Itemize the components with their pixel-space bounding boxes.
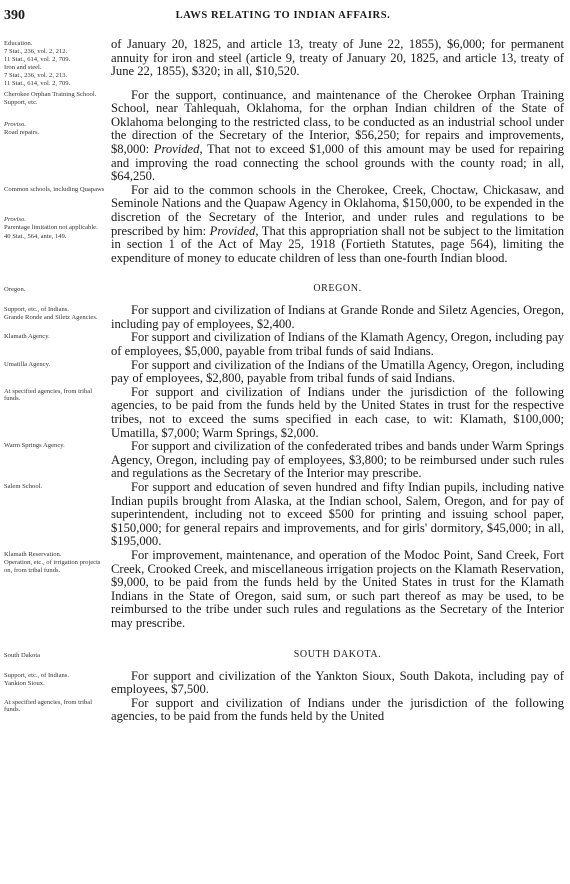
margin-note: Support, etc., of Indians. Grande Ronde and Siletz Agencies. — [4, 306, 98, 322]
margin-label: Oregon. — [4, 286, 26, 294]
paragraph-text: For support and civilization of the Yankton Sioux, South Dakota, including pay of employees, $7,500. — [111, 668, 564, 697]
page-number: 390 — [4, 8, 25, 23]
page-header — [4, 8, 562, 26]
margin-note: Umatilla Agency. — [4, 360, 51, 368]
paragraph-orphan-school — [4, 89, 564, 184]
section-heading-south-dakota — [4, 649, 564, 660]
margin-note: Cherokee Orphan Training School. Support, etc. Proviso. Road repairs. — [4, 90, 97, 137]
margin-note: Education. 7 Stat., 236, vol. 2, 212. 11 Stat., 614, vol. 2, 709. Iron and steel. 7 Stat., 236, vol. 2, 213. 11 Stat., 614, vol. 2, 709. — [4, 40, 71, 88]
page-body — [4, 38, 564, 724]
paragraph-yankton — [4, 670, 564, 697]
paragraph-text: For support and civilization of the Indians of the Umatilla Agency, Oregon, including pay of employees, $2,800, payable from tribal funds of said Indians. — [111, 357, 564, 386]
paragraph-salem-school — [4, 481, 564, 549]
paragraph-grande-ronde — [4, 304, 564, 331]
paragraph-text: For support and civilization of the confederated tribes and bands under Warm Springs Agency, Oregon, including pay of employees, $3,800; to be reimbursed under such rules and regulations as the Secretary of the Interior may prescribe. — [111, 439, 564, 481]
margin-label: South Dakota — [4, 651, 41, 659]
paragraph-text: For aid to the common schools in the Cherokee, Creek, Choctaw, Chickasaw, and Seminole Nations and the Quapaw Agency in Oklahoma, $150,000, to be expended in the discretion of the Secretary of the Interior, and under rules and regulations to be prescribed by him: Provided, That this appropriation shall not be subject to the limitation in section 1 of the Act of May 25, 1918 (Fortieth Statutes, page 564), limiting the expenditure of money to educate children of less than one-fourth Indian blood. — [111, 182, 564, 265]
paragraph-text: For improvement, maintenance, and operation of the Modoc Point, Sand Creek, Fort Creek, Crooked Creek, and miscellaneous irrigation projects on the Klamath Reservation, $9,000, to be paid from the funds held by the United States in trust for the Klamath Indians in the State of Oregon, said sum, or such part thereof as may be used, to be reimbursed to the tribe under such rules and regulations as the Secretary of the Interior may prescribe. — [111, 547, 564, 630]
running-title: LAWS RELATING TO INDIAN AFFAIRS. — [175, 10, 391, 21]
section-south-dakota — [4, 670, 564, 724]
section-oregon — [4, 304, 564, 630]
paragraph-common-schools — [4, 184, 564, 266]
paragraph-text: For support and education of seven hundred and fifty Indian pupils, including native Indian pupils brought from Alaska, at the Indian school, Salem, Oregon, and for pay of superintendent, including not to exceed $500 for printing and issuing school paper, $150,000; for general repairs and improvements, and for girls' dormitory, $45,000; in all, $195,000. — [111, 480, 564, 549]
margin-note: Klamath Reservation. Operation, etc., of irrigation projects on, from tribal funds. — [4, 550, 101, 574]
paragraph-specified-agencies — [4, 386, 564, 440]
paragraph-text: For support and civilization of Indians under the jurisdiction of the following agencies, to be paid from the funds held by the United — [111, 695, 564, 724]
paragraph-klamath-irrigation — [4, 549, 564, 631]
margin-note: Klamath Agency. — [4, 333, 50, 341]
heading-text: OREGON. — [313, 283, 362, 295]
paragraph-text: For support and civilization of Indians at Grande Ronde and Siletz Agencies, Oregon, including pay of employees, $2,400. — [111, 303, 564, 331]
margin-note: Warm Springs Agency. — [4, 442, 65, 450]
paragraph-text: For support and civilization of Indians under the jurisdiction of the following agencies, to be paid from the funds held by the United States in trust for the respective tribes, not to exceed the sums specified in each case, to wit: Klamath, $100,000; Umatilla, $7,000; Warm Springs, $2,000. — [111, 384, 564, 440]
paragraph-text: For the support, continuance, and maintenance of the Cherokee Orphan Training School, near Tahlequah, Oklahoma, for the orphan Indian children of the State of Oklahoma belonging to the restricted class, to be conducted as an industrial school under the direction of the Secretary of the Interior, $56,250; for repairs and improvements, $8,000: Provided, That not to exceed $1,000 of this amount may be used for repairing and improving the road connecting the school grounds with the county road; in all, $64,250. — [111, 87, 565, 184]
paragraph-text: of January 20, 1825, and article 13, treaty of June 22, 1855), $6,000; for permanent annuity for iron and steel (article 9, treaty of January 20, 1825, and article 13, treaty of June 22, 1855), $320; in all, $10,520. — [111, 37, 564, 79]
paragraph-text: For support and civilization of Indians of the Klamath Agency, Oregon, including pay of employees, $5,000, payable from tribal funds of said Indians. — [111, 330, 564, 359]
paragraph-sd-specified-agencies — [4, 697, 564, 724]
paragraph-klamath-agency — [4, 331, 564, 358]
heading-text: SOUTH DAKOTA. — [293, 648, 382, 660]
section-cherokee — [4, 38, 564, 265]
section-heading-oregon — [4, 283, 564, 294]
paragraph-umatilla — [4, 359, 564, 386]
margin-note: Common schools, including Quapaws Proviso. Parentage limitation not applicable. 40 Stat., 564, ante, 149. — [4, 185, 105, 240]
margin-note: At specified agencies, from tribal funds. — [4, 698, 93, 714]
paragraph-warm-springs — [4, 440, 564, 481]
margin-note: At specified agencies, from tribal funds. — [4, 387, 93, 403]
margin-note: Salem School. — [4, 483, 43, 490]
margin-note: Support, etc., of Indians. Yankton Sioux. — [4, 671, 70, 687]
paragraph-education — [4, 38, 564, 89]
